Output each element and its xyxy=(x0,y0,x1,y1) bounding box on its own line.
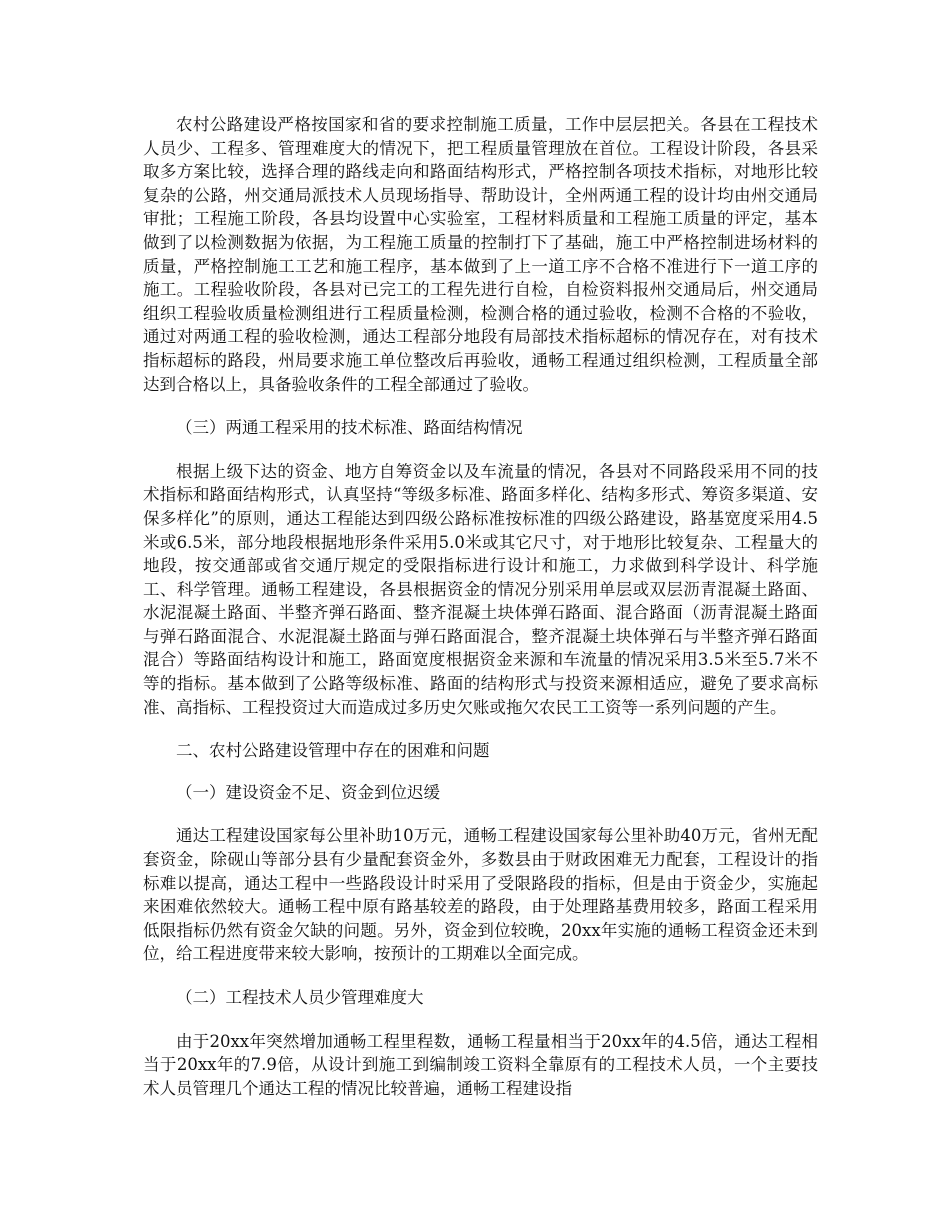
body-paragraph-staffing: 由于20xx年突然增加通畅工程里程数，通畅工程量相当于20xx年的4.5倍，通达工程相当于20xx年的7.9倍，从设计到施工到编制竣工资料全靠原有的工程技术人员，一个主要技术人员管理几个通达工程的情况比较普遍，通畅工程建设指 xyxy=(143,1031,818,1098)
section-heading-difficulties: 二、农村公路建设管理中存在的困难和问题 xyxy=(176,741,490,761)
body-paragraph-quality-control: 农村公路建设严格按国家和省的要求控制施工质量，工作中层层把关。各县在工程技术人员少、工程多、管理难度大的情况下，把工程质量管理放在首位。工程设计阶段，各县采取多方案比较，选择合理的路线走向和路面结构形式，严格控制各项技术指标，对地形比较复杂的公路，州交通局派技术人员现场指导、帮助设计，全州两通工程的设计均由州交通局审批；工程施工阶段，各县均设置中心实验室，工程材料质量和工程施工质量的评定，基本做到了以检测数据为依据，为工程施工质量的控制打下了基础，施工中严格控制进场材料的质量，严格控制施工工艺和施工程序，基本做到了上一道工序不合格不准进行下一道工序的施工。工程验收阶段，各县对已完工的工程先进行自检，自检资料报州交通局后，州交通局组织工程验收质量检测组进行工程质量检测，检测合格的通过验收，检测不合格的不验收，通过对两通工程的验收检测，通达工程部分地段有局部技术指标超标的情况存在，对有技术指标超标的路段，州局要求施工单位整改后再验收，通畅工程通过组织检测，工程质量全部达到合格以上，具备验收条件的工程全部通过了验收。 xyxy=(143,115,818,394)
body-paragraph-technical-standards: 根据上级下达的资金、地方自筹资金以及车流量的情况，各县对不同路段采用不同的技术指标和路面结构形式，认真坚持“等级多标准、路面多样化、结构多形式、筹资多渠道、安保多样化”的原则，通达工程能达到四级公路标准按标准的四级公路建设，路基宽度采用4.5米或6.5米，部分地段根据地形条件采用5.0米或其它尺寸，对于地形比较复杂、工程量大的地段，按交通部或省交通厅规定的受限指标进行设计和施工，力求做到科学设计、科学施工、科学管理。通畅工程建设，各县根据资金的情况分别采用单层或双层沥青混凝土路面、水泥混凝土路面、半整齐弹石路面、整齐混凝土块体弹石路面、混合路面（沥青混凝土路面与弹石路面混合、水泥混凝土路面与弹石路面混合，整齐混凝土块体弹石与半整齐弹石路面混合）等路面结构设计和施工，路面宽度根据资金来源和车流量的情况采用3.5米至5.7米不等的指标。基本做到了公路等级标准、路面的结构形式与投资来源相适应，避免了要求高标准、高指标、工程投资过大而造成过多历史欠账或拖欠农民工工资等一系列问题的产生。 xyxy=(143,461,818,717)
section-heading-technical-standards: （三）两通工程采用的技术标准、路面结构情况 xyxy=(176,418,523,438)
body-paragraph-funding: 通达工程建设国家每公里补助10万元，通畅工程建设国家每公里补助40万元，省州无配套资金，除砚山等部分县有少量配套资金外，多数县由于财政困难无力配套，工程设计的指标难以提高，通达工程中一些路段设计时采用了受限路段的指标，但是由于资金少，实施起来困难依然较大。通畅工程中原有路基较差的路段，由于处理路基费用较多，路面工程采用低限指标仍然有资金欠缺的问题。另外，资金到位较晚，20xx年实施的通畅工程资金还未到位，给工程进度带来较大影响，按预计的工期难以全面完成。 xyxy=(143,826,818,964)
subsection-heading-staffing: （二）工程技术人员少管理难度大 xyxy=(176,988,424,1007)
subsection-heading-funding: （一）建设资金不足、资金到位迟缓 xyxy=(176,782,440,802)
document-page xyxy=(143,113,818,1100)
